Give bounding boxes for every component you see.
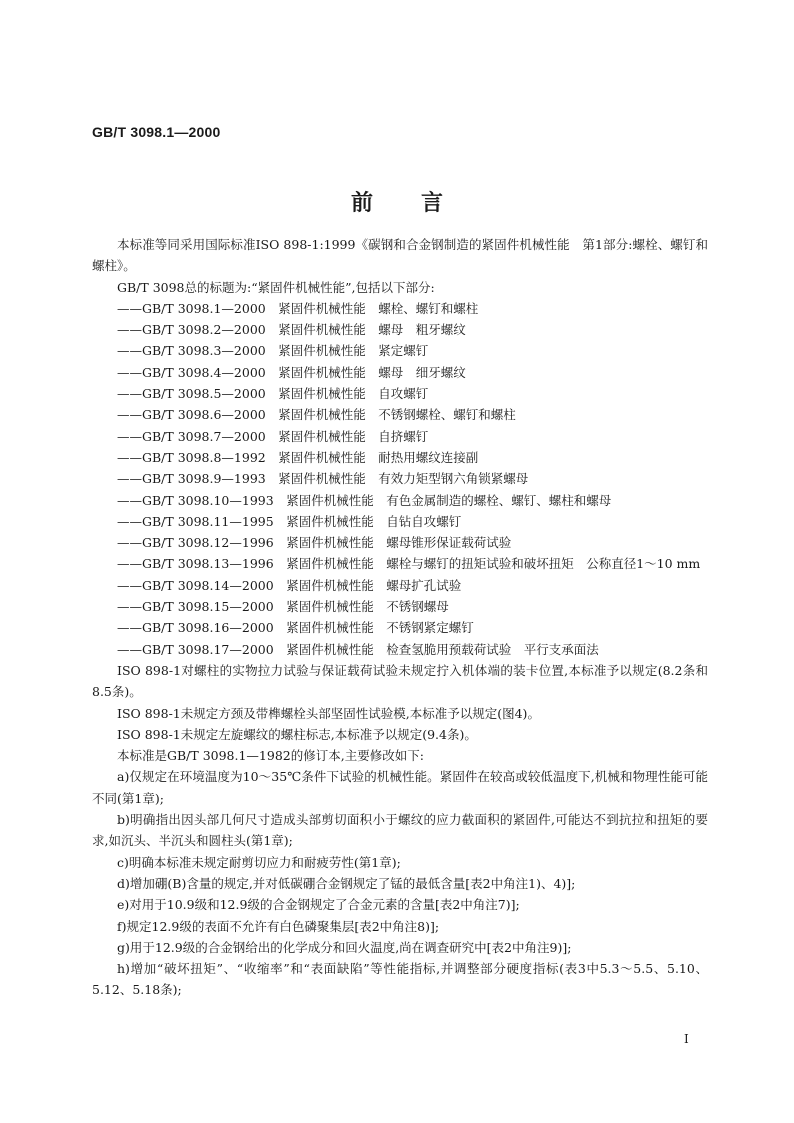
change-item: h)增加“破坏扭矩”、“收缩率”和“表面缺陷”等性能指标,并调整部分硬度指标(表3中5.3～5.5、5.10、5.12、5.18条); — [92, 961, 708, 998]
standard-code: GB/T 3098.1—2000 — [92, 124, 221, 140]
list-item: ——GB/T 3098.17—2000 紧固件机械性能 检查氢脆用预载荷试验 平行支承面法 — [117, 641, 599, 657]
list-item: ——GB/T 3098.15—2000 紧固件机械性能 不锈钢螺母 — [117, 599, 449, 615]
note-paragraph: ISO 898-1对螺柱的实物拉力试验与保证载荷试验未规定拧入机体端的装卡位置,本标准予以规定(8.2条和8.5条)。 — [92, 662, 708, 700]
list-item: ——GB/T 3098.1—2000 紧固件机械性能 螺栓、螺钉和螺柱 — [117, 300, 479, 316]
changes-list — [92, 766, 708, 1000]
change-item: e)对用于10.9级和12.9级的合金钢规定了合金元素的含量[表2中角注7)]; — [117, 897, 520, 913]
note-paragraph: ISO 898-1未规定方颈及带榫螺栓头部坚固性试验模,本标准予以规定(图4)。 — [117, 705, 540, 721]
change-item: d)增加硼(B)含量的规定,并对低碳硼合金钢规定了锰的最低含量[表2中角注1)、4)]; — [117, 875, 576, 891]
note-paragraph: 本标准是GB/T 3098.1—1982的修订本,主要修改如下: — [117, 748, 424, 764]
page-title: 前言 — [350, 190, 491, 216]
foreword-body — [92, 234, 708, 1001]
page-number: I — [684, 1032, 689, 1046]
intro-paragraph: GB/T 3098总的标题为:“紧固件机械性能”,包括以下部分: — [117, 279, 435, 295]
list-item: ——GB/T 3098.12—1996 紧固件机械性能 螺母锥形保证载荷试验 — [117, 535, 512, 551]
list-item: ——GB/T 3098.5—2000 紧固件机械性能 自攻螺钉 — [117, 386, 429, 402]
list-item: ——GB/T 3098.16—2000 紧固件机械性能 不锈钢紧定螺钉 — [117, 620, 474, 636]
list-item: ——GB/T 3098.11—1995 紧固件机械性能 自钻自攻螺钉 — [117, 513, 462, 529]
list-item: ——GB/T 3098.8—1992 紧固件机械性能 耐热用螺纹连接副 — [117, 449, 479, 465]
list-item: ——GB/T 3098.13—1996 紧固件机械性能 螺栓与螺钉的扭矩试验和破坏扭矩 公称直径1～10 mm — [117, 556, 701, 572]
list-item: ——GB/T 3098.2—2000 紧固件机械性能 螺母 粗牙螺纹 — [117, 322, 466, 338]
change-item: a)仅规定在环境温度为10～35℃条件下试验的机械性能。紧固件在较高或较低温度下,机械和物理性能可能不同(第1章); — [92, 769, 708, 806]
list-item: ——GB/T 3098.7—2000 紧固件机械性能 自挤螺钉 — [117, 428, 429, 444]
note-paragraph: ISO 898-1未规定左旋螺纹的螺柱标志,本标准予以规定(9.4条)。 — [117, 726, 477, 742]
list-item: ——GB/T 3098.10—1993 紧固件机械性能 有色金属制造的螺栓、螺钉、螺柱和螺母 — [117, 492, 612, 508]
change-item: b)明确指出因头部几何尺寸造成头部剪切面积小于螺纹的应力截面积的紧固件,可能达不到抗拉和扭矩的要求,如沉头、半沉头和圆柱头(第1章); — [92, 812, 708, 849]
change-item: f)规定12.9级的表面不允许有白色磷聚集层[表2中角注8)]; — [117, 918, 440, 934]
parts-list — [92, 298, 708, 660]
change-item: c)明确本标准未规定耐剪切应力和耐疲劳性(第1章); — [117, 854, 401, 870]
list-item: ——GB/T 3098.3—2000 紧固件机械性能 紧定螺钉 — [117, 343, 429, 359]
intro-paragraph: 本标准等同采用国际标准ISO 898-1:1999《碳钢和合金钢制造的紧固件机械性能 第1部分:螺栓、螺钉和螺柱》。 — [92, 237, 708, 274]
list-item: ——GB/T 3098.6—2000 紧固件机械性能 不锈钢螺栓、螺钉和螺柱 — [117, 407, 516, 423]
list-item: ——GB/T 3098.4—2000 紧固件机械性能 螺母 细牙螺纹 — [117, 364, 466, 380]
list-item: ——GB/T 3098.9—1993 紧固件机械性能 有效力矩型钢六角锁紧螺母 — [117, 471, 529, 487]
list-item: ——GB/T 3098.14—2000 紧固件机械性能 螺母扩孔试验 — [117, 577, 462, 593]
change-item: g)用于12.9级的合金钢给出的化学成分和回火温度,尚在调查研究中[表2中角注9)]; — [117, 939, 572, 955]
